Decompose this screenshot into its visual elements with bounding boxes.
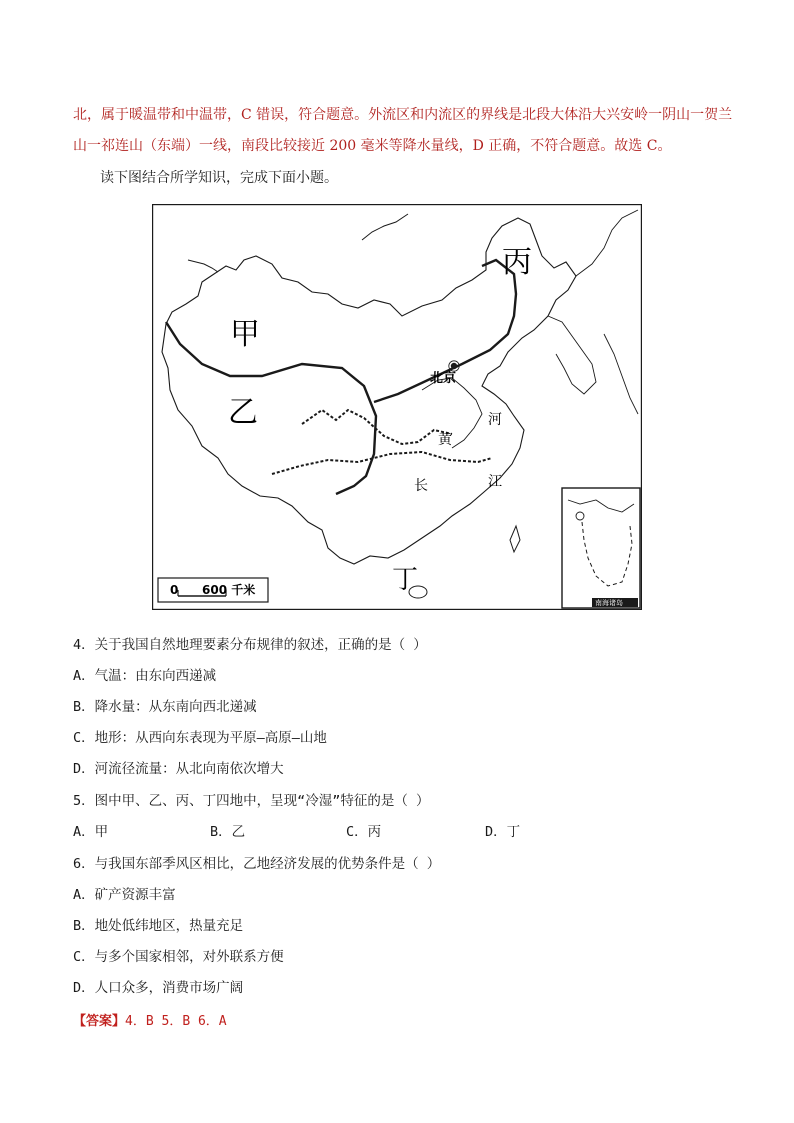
- q5-option-a[interactable]: A．甲: [73, 824, 109, 840]
- label-beijing: 北京: [430, 371, 457, 386]
- explanation-line-1: 北，属于暖温带和中温带，C 错误，符合题意。外流区和内流区的界线是北段大体沿大兴安岭一阴山一贺兰: [73, 107, 733, 123]
- answer-value: 4．B 5．B 6．A: [125, 1014, 227, 1029]
- scale-zero: 0: [170, 583, 179, 597]
- q4-option-a[interactable]: A．气温：由东向西递减: [73, 668, 217, 684]
- q4-option-b[interactable]: B．降水量：从东南向西北递减: [73, 699, 257, 715]
- q4-option-d[interactable]: D．河流径流量：从北向南依次增大: [73, 761, 284, 777]
- q6-option-b[interactable]: B．地处低纬地区，热量充足: [73, 918, 244, 934]
- scale-distance: 600 千米: [202, 583, 256, 597]
- answer-line: [73, 1010, 227, 1029]
- q6-option-c[interactable]: C．与多个国家相邻，对外联系方便: [73, 949, 284, 965]
- question-5-stem: 5．图中甲、乙、丙、丁四地中，呈现“冷湿”特征的是（ ）: [73, 793, 430, 809]
- label-chang: 长: [414, 478, 428, 494]
- instruction: 读下图结合所学知识，完成下面小题。: [100, 170, 338, 186]
- label-yi: 乙: [228, 395, 258, 430]
- q6-option-a[interactable]: A．矿产资源丰富: [73, 887, 176, 903]
- q4-option-c[interactable]: C．地形：从西向东表现为平原—高原—山地: [73, 730, 327, 746]
- label-jia: 甲: [230, 317, 260, 352]
- q5-option-d[interactable]: D．丁: [485, 824, 521, 840]
- label-bing: 丙: [502, 245, 532, 280]
- question-4-stem: 4．关于我国自然地理要素分布规律的叙述，正确的是（ ）: [73, 637, 427, 653]
- china-map: [152, 204, 642, 610]
- label-huang: 黄: [438, 432, 452, 448]
- inset-frame: [562, 488, 640, 608]
- beijing-dot: [451, 363, 457, 369]
- label-jiang: 江: [488, 474, 502, 490]
- question-6-stem: 6．与我国东部季风区相比，乙地经济发展的优势条件是（ ）: [73, 856, 441, 872]
- inset-label: 南海诸岛: [595, 599, 623, 607]
- label-ding: 丁: [392, 565, 419, 595]
- explanation-line-2: 山一祁连山（东端）一线，南段比较接近 200 毫米等降水量线，D 正确，不符合题意。故选 C。: [73, 138, 672, 154]
- answer-tag: 【答案】: [73, 1014, 126, 1029]
- q6-option-d[interactable]: D．人口众多，消费市场广阔: [73, 980, 244, 996]
- q5-option-c[interactable]: C．丙: [346, 824, 382, 840]
- label-he: 河: [488, 412, 502, 428]
- q5-option-b[interactable]: B．乙: [210, 824, 246, 840]
